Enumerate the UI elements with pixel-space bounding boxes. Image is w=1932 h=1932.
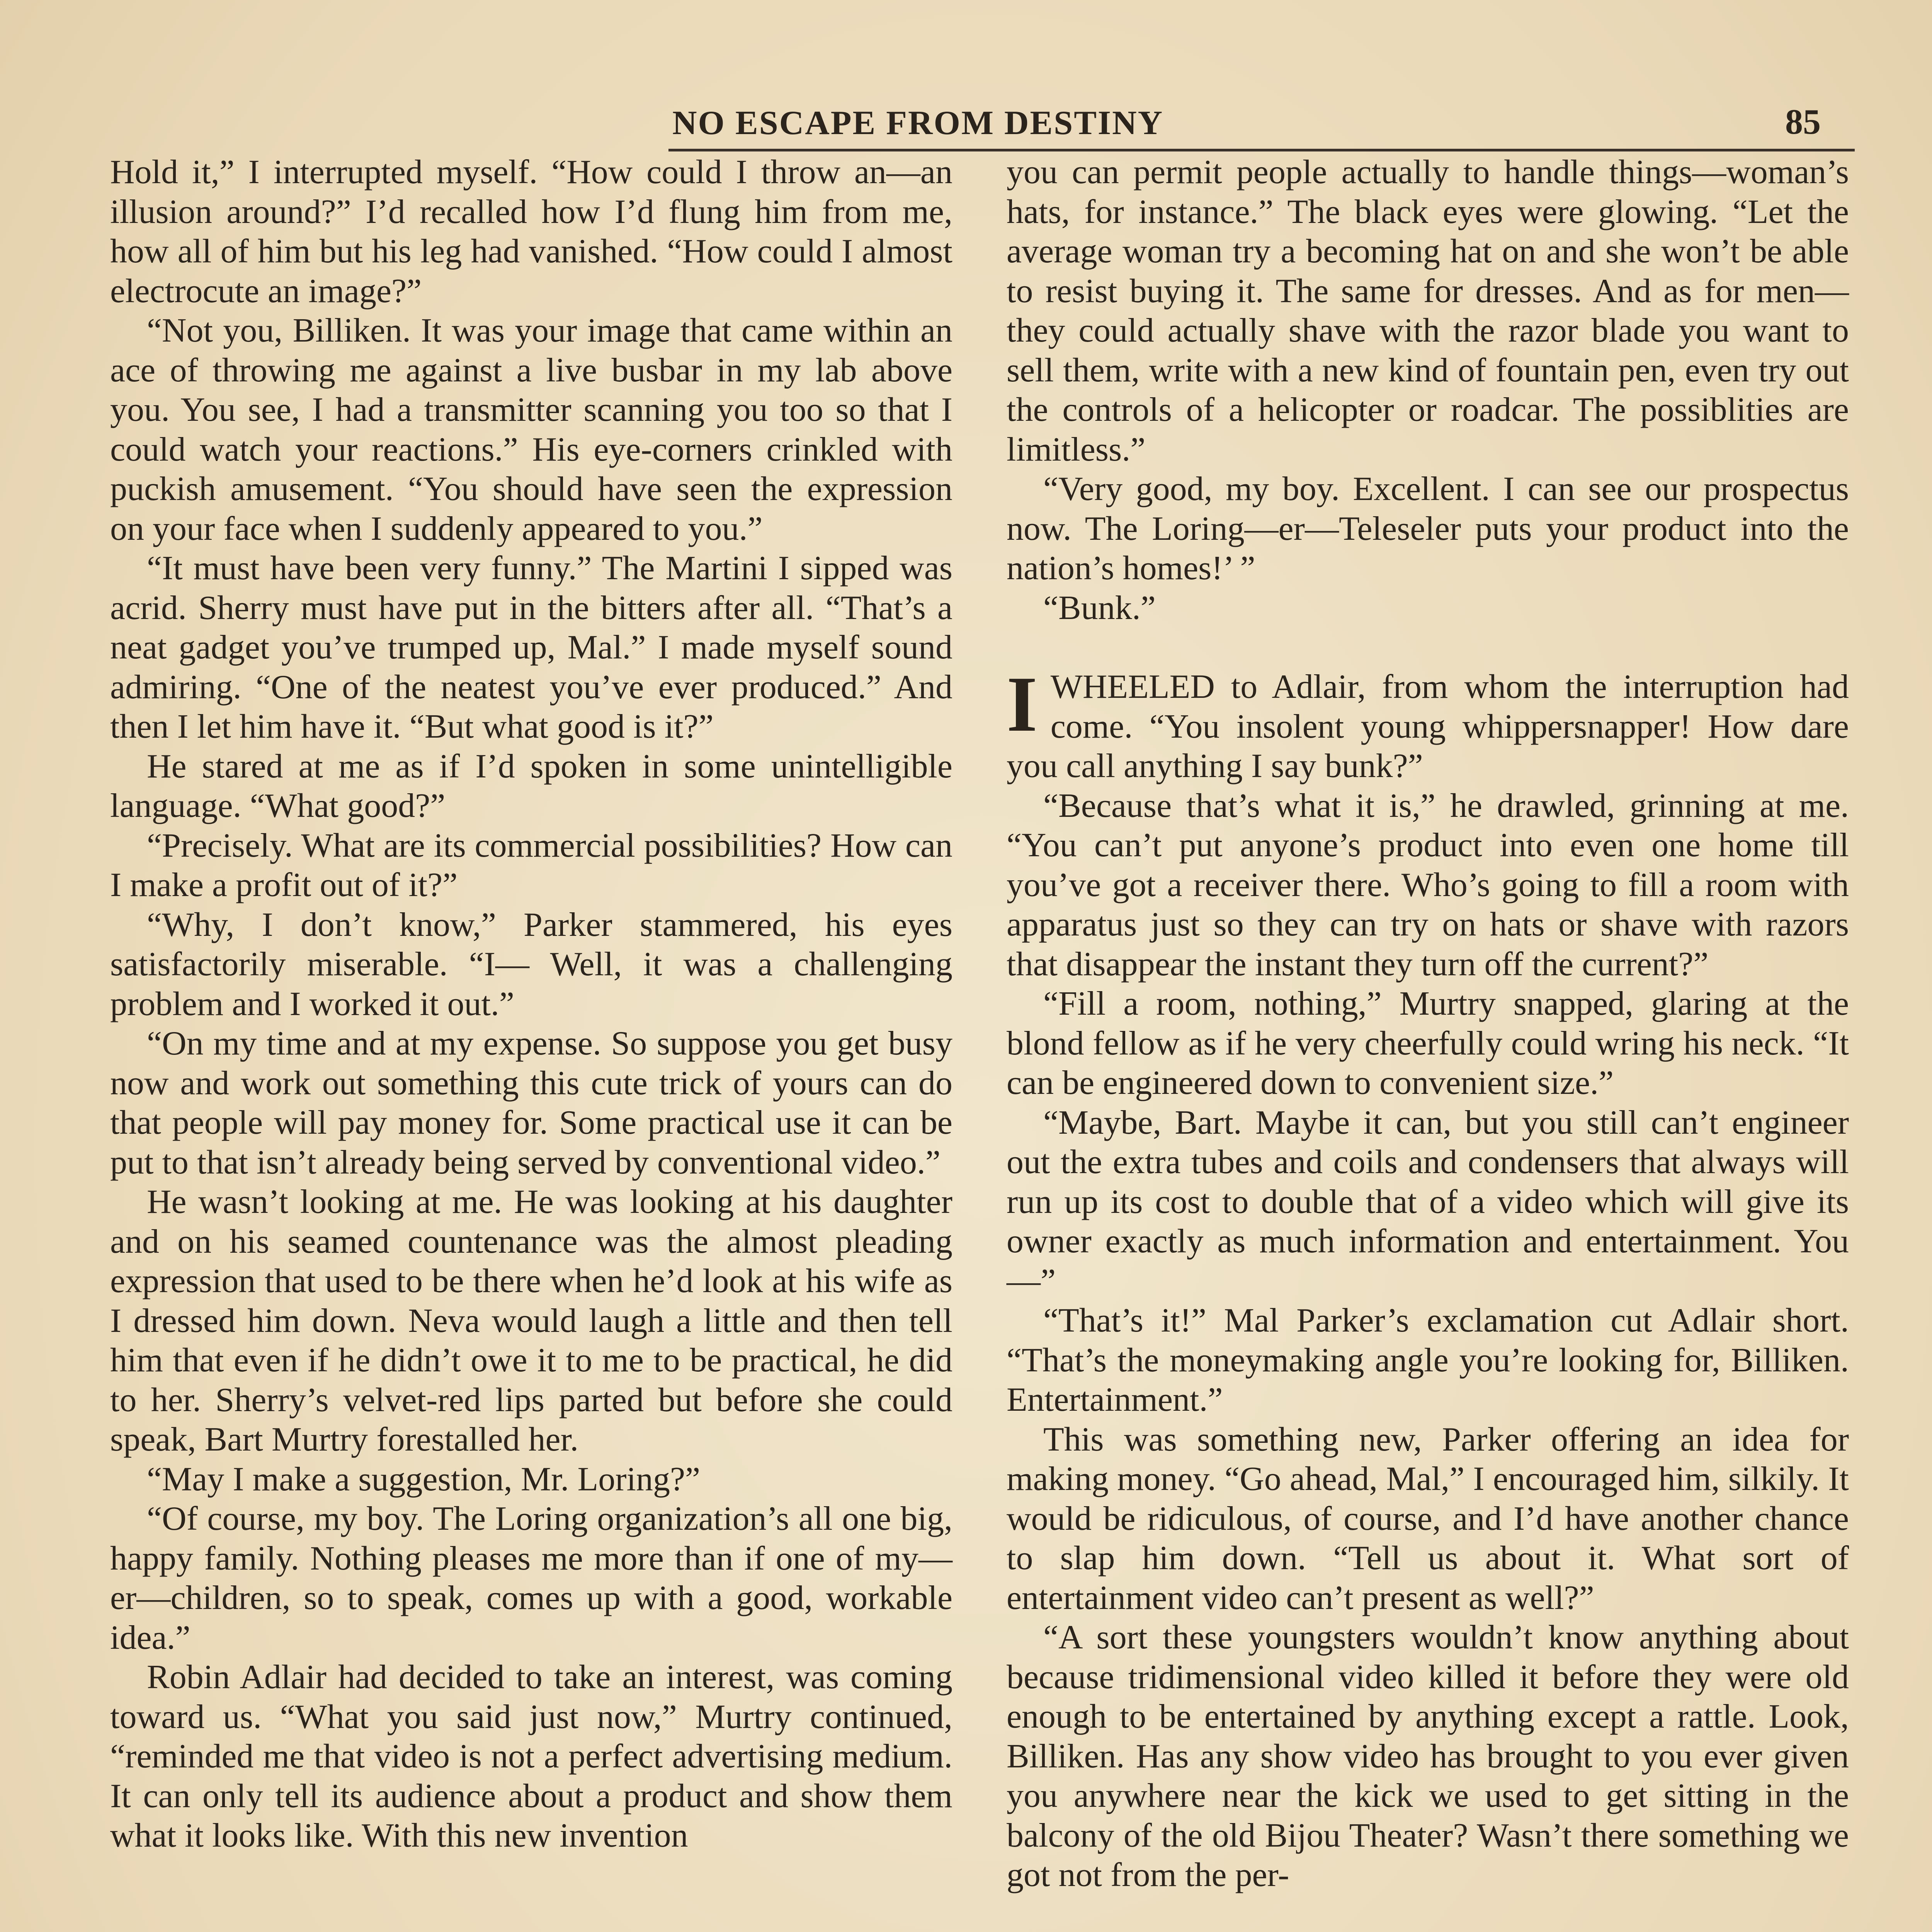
paragraph: “On my time and at my expense. So suppose you get busy now and work out something this cute trick of yours can do that people will pay money for. Some practical use it can be put to that isn’t already being served by conventional video.” bbox=[110, 1025, 952, 1181]
paragraph: you can permit people actually to handle things—woman’s hats, for instance.” The black eyes were glowing. “Let the average woman try a becoming hat on and she won’t be able to resist buying it. The same for dresses. And as for men—they could actually shave with the razor blade you want to sell them, write with a new kind of fountain pen, even try out the controls of a helicopter or roadcar. The possiblities are limitless.” bbox=[1007, 153, 1849, 468]
right-column bbox=[1007, 153, 1849, 1895]
header-rule bbox=[668, 149, 1855, 151]
paragraph: He wasn’t looking at me. He was looking at his daughter and on his seamed countenance was the almost pleading expression that used to be there when he’d look at his wife as I dressed him down. Neva would laugh a little and then tell him that even if he didn’t owe it to me to be practical, he did to her. Sherry’s velvet-red lips parted but before she could speak, Bart Murtry forestalled her. bbox=[110, 1183, 952, 1458]
paragraph: “Why, I don’t know,” Parker stammered, his eyes satisfactorily miserable. “I— Well, it was a challenging problem and I worked it out.” bbox=[110, 906, 952, 1023]
paragraph: “Not you, Billiken. It was your image that came within an ace of throwing me against a live busbar in my lab above you. You see, I had a transmitter scanning you too so that I could watch your reactions.” His eye-corners crinkled with puckish amusement. “You should have seen the expression on your face when I suddenly appeared to you.” bbox=[110, 312, 952, 548]
paragraph: “Bunk.” bbox=[1043, 589, 1156, 627]
paragraph: “Precisely. What are its commercial possibilities? How can I make a profit out of it?” bbox=[110, 827, 952, 904]
paragraph: He stared at me as if I’d spoken in some unintelligible language. “What good?” bbox=[110, 747, 952, 825]
paragraph: This was something new, Parker offering an idea for making money. “Go ahead, Mal,” I encouraged him, silkily. It would be ridiculous, of course, and I’d have another chance to slap him down. “Tell us about it. What sort of entertainment video can’t present as well?” bbox=[1007, 1420, 1849, 1617]
section-opening-paragraph bbox=[1007, 660, 1849, 786]
drop-cap: I bbox=[1007, 660, 1037, 748]
paragraph: “Very good, my boy. Excellent. I can see our prospectus now. The Loring—er—Teleseler puts your product into the nation’s homes!’ ” bbox=[1007, 470, 1849, 587]
paragraph: Robin Adlair had decided to take an interest, was coming toward us. “What you said just now,” Murtry continued, “reminded me that video is not a perfect advertising medium. It can only tell its audience about a product and show them what it looks like. With this new invention bbox=[110, 1658, 952, 1854]
page-number: 85 bbox=[1785, 102, 1821, 141]
section-opening-text: WHEELED to Adlair, from whom the interruption had come. “You insolent young whippersnapper! How dare you call anything I say bunk?” bbox=[1007, 668, 1849, 785]
paragraph: Hold it,” I interrupted myself. “How could I throw an—an illusion around?” I’d recalled how I’d flung him from me, how all of him but his leg had vanished. “How could I almost electrocute an image?” bbox=[110, 153, 952, 310]
paragraph: “It must have been very funny.” The Martini I sipped was acrid. Sherry must have put in the bitters after all. “That’s a neat gadget you’ve trumped up, Mal.” I made myself sound admiring. “One of the neatest you’ve ever produced.” And then I let him have it. “But what good is it?” bbox=[110, 549, 952, 745]
paragraph: “Because that’s what it is,” he drawled, grinning at me. “You can’t put anyone’s product into even one home till you’ve got a receiver there. Who’s going to fill a room with apparatus just so they can try on hats or shave with razors that disappear the instant they turn off the current?” bbox=[1007, 787, 1849, 983]
paragraph: “A sort these youngsters wouldn’t know anything about because tridimensional video killed it before they were old enough to be entertained by anything except a rattle. Look, Billiken. Has any show video has brought to you ever given you anywhere near the kick we used to get sitting in the balcony of the old Bijou Theater? Wasn’t there something we got not from the per- bbox=[1007, 1619, 1849, 1894]
paragraph: “Fill a room, nothing,” Murtry snapped, glaring at the blond fellow as if he very cheerfully could wring his neck. “It can be engineered down to convenient size.” bbox=[1007, 985, 1849, 1102]
paragraph: “That’s it!” Mal Parker’s exclamation cut Adlair short. “That’s the moneymaking angle you’re looking for, Billiken. Entertainment.” bbox=[1007, 1302, 1849, 1418]
paragraph: “May I make a suggestion, Mr. Loring?” bbox=[147, 1460, 701, 1498]
paragraph: “Of course, my boy. The Loring organization’s all one big, happy family. Nothing pleases me more than if one of my—er—children, so to speak, comes up with a good, workable idea.” bbox=[110, 1500, 952, 1656]
paragraph: “Maybe, Bart. Maybe it can, but you still can’t engineer out the extra tubes and coils and condensers that always will run up its cost to double that of a video which will give its owner exactly as much information and entertainment. You—” bbox=[1007, 1104, 1849, 1300]
running-title: NO ESCAPE FROM DESTINY bbox=[672, 104, 1164, 142]
left-column bbox=[110, 153, 952, 1856]
